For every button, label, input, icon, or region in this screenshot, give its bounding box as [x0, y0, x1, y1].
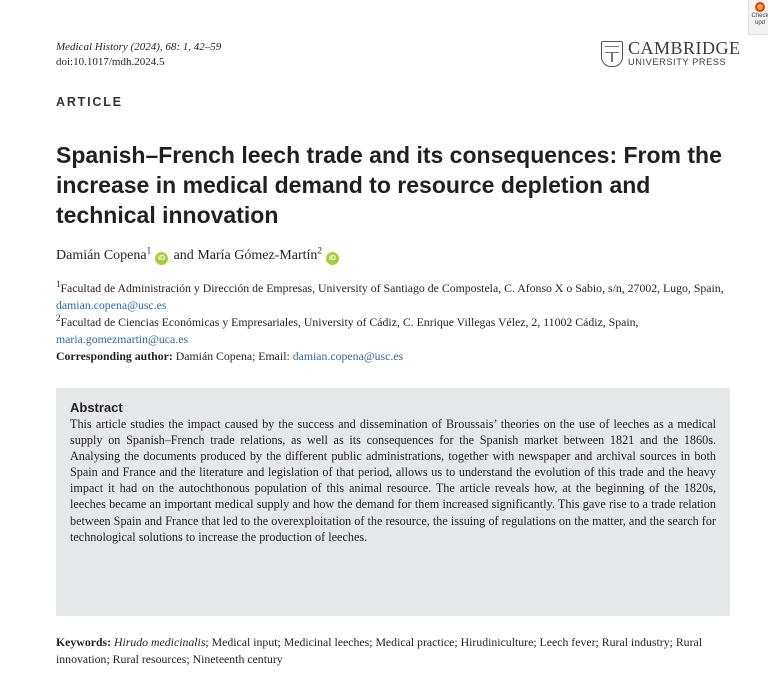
email-link[interactable]: damian.copena@usc.es [56, 298, 167, 312]
cambridge-crest-icon [601, 41, 623, 67]
article-type-label: ARTICLE [56, 95, 123, 109]
orcid-icon[interactable]: iD [155, 252, 168, 265]
abstract-box [56, 388, 730, 616]
keywords-label: Keywords: [56, 635, 112, 649]
author-name[interactable]: Damián Copena [56, 248, 147, 263]
email-link[interactable]: maria.gomezmartin@uca.es [56, 332, 189, 346]
journal-info [56, 40, 221, 70]
badge-line2: upd [754, 20, 765, 26]
affil-text: Facultad de Ciencias Económicas y Empresariales, University of Cádiz, C. Enrique Villegas Vélez, 2, 11002 Cádiz, Spain, [60, 315, 639, 329]
author-list [56, 247, 341, 265]
abstract-heading: Abstract [70, 400, 123, 415]
affil-sup: 2 [56, 313, 61, 324]
doi-line [56, 55, 221, 70]
publisher-name-line1: CAMBRIDGE [628, 38, 741, 58]
badge-line1: Check [751, 13, 768, 19]
affiliations [56, 280, 732, 365]
publisher-logo[interactable] [601, 39, 741, 68]
corresponding-label: Corresponding author: [56, 349, 173, 363]
doi-link[interactable]: 10.1017/mdh.2024.5 [73, 56, 165, 68]
corresponding-name: Damián Copena; Email: [175, 349, 290, 363]
orcid-icon[interactable]: iD [326, 252, 339, 265]
keywords-rest: ; Medical input; Medicinal leeches; Medical practice; Hirudiniculture; Leech fever; Rural industry; Rural innovation; Rural resources; Nineteenth century [56, 635, 703, 666]
author-joiner: and [173, 248, 194, 263]
article-title: Spanish–French leech trade and its consequences: From the increase in medical demand to resource depletion and technical innovation [56, 142, 722, 228]
author-name[interactable]: María Gómez-Martín [197, 248, 318, 263]
keywords [56, 634, 732, 668]
author-affil-sup: 2 [317, 245, 322, 256]
publisher-name-line2: UNIVERSITY PRESS [628, 57, 727, 67]
keyword-first: Hirudo medicinalis [114, 635, 206, 649]
affil-text: Facultad de Administración y Dirección de Empresas, University of Santiago de Compostela, C. Afonso X o Sabio, s/n, 27002, Lugo, Spain, [60, 281, 724, 295]
author-affil-sup: 1 [146, 245, 152, 256]
corresponding-author [56, 348, 732, 365]
corresponding-email-link[interactable]: damian.copena@usc.es [292, 349, 404, 363]
journal-citation: Medical History (2024), 68: 1, 42–59 [56, 41, 222, 53]
doi-prefix: doi: [56, 56, 74, 68]
abstract-text: This article studies the impact caused by the success and dissemination of Broussais’ theories on the use of leeches as a medical supply on Spanish–French trade relations, as well as its consequences for the Spanish market between 1821 and the 1860s. Analysing the documents produced by the different public administrations, together with newspaper and archival sources in both Spain and France and the literature and legislation of that period, allows us to understand the evolution of this trade and the heavy impact it had on the autochthonous population of this animal resource. The article reveals how, at the beginning of the 1820s, leeches became an important medical supply and how the demand for them increased significantly. This gave rise to a trade relation between Spain and France that led to the overexploitation of the resource, the issuing of regulations on the matter, and the search for technological solutions to increase the production of leeches. [70, 417, 716, 544]
update-icon [755, 2, 765, 12]
affiliation-1 [56, 280, 732, 314]
check-for-updates-badge[interactable] [748, 0, 768, 35]
affiliation-2 [56, 314, 732, 348]
affil-sup: 1 [56, 279, 61, 290]
